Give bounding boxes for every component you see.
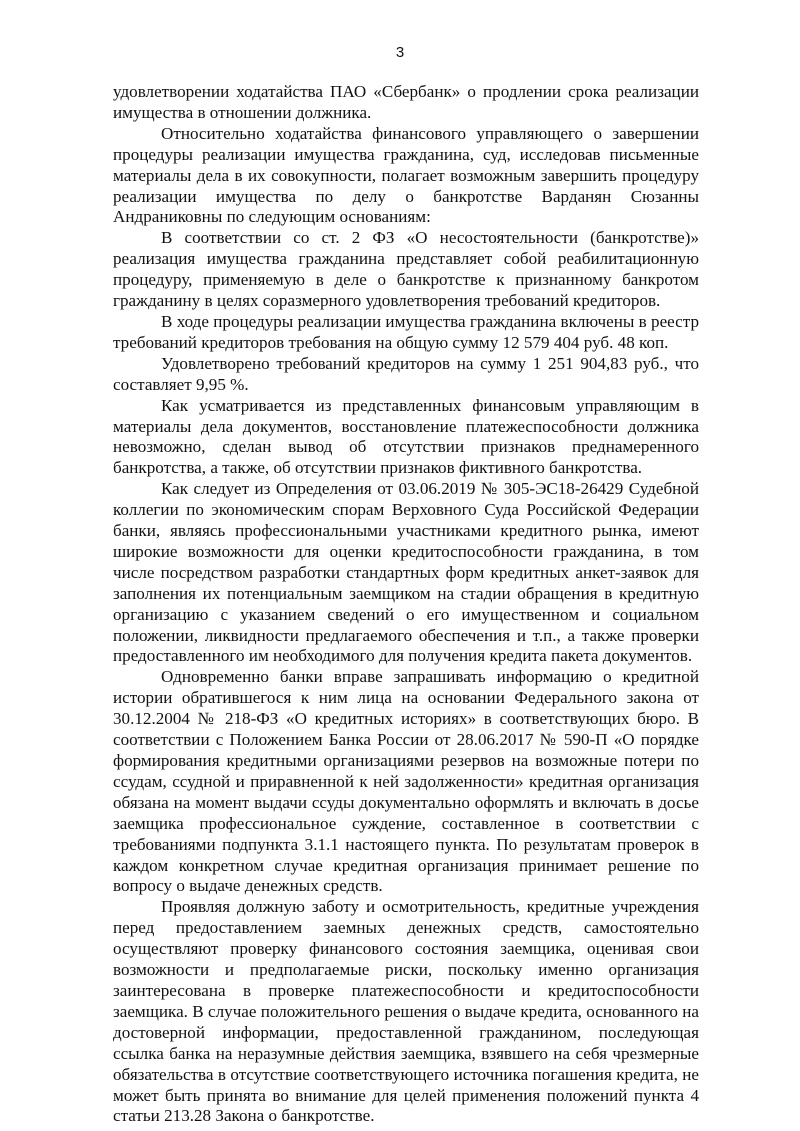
paragraph-completion-motion: Относительно ходатайства финансового управляющего о завершении процедуры реализации имущества гражданина, суд, исследовав письменные материалы дела в их совокупности, полагает возможным завершить процедуру реализации имущества по делу о банкротстве Варданян Сюзанны Андраниковны по следующим основаниям: xyxy=(113,123,699,227)
paragraph-supreme-court-ruling: Как следует из Определения от 03.06.2019 № 305-ЭС18-26429 Судебной коллегии по экономическим спорам Верховного Суда Российской Федерации банки, являясь профессиональными участниками кредитного рынка, имеют широкие возможности для оценки кредитоспособности гражданина, в том числе посредством разработки стандартных форм кредитных анкет-заявок для заполнения их потенциальным заемщиком на стадии обращения в кредитную организацию с указанием сведений о его имущественном и социальном положении, ликвидности предлагаемого обеспечения и т.п., а также проверки предоставленного им необходимого для получения кредита пакета документов. xyxy=(113,479,699,666)
page-number: 3 xyxy=(395,44,405,61)
paragraph-legal-basis: В соответствии со ст. 2 ФЗ «О несостоятельности (банкротстве)» реализация имущества гражданина представляет собой реабилитационную процедуру, применяемую в деле о банкротстве к признанному банкротом гражданину в целях соразмерного удовлетворения требований кредиторов. xyxy=(113,228,699,311)
document-body xyxy=(113,82,699,1127)
paragraph-solvency-conclusion: Как усматривается из представленных финансовым управляющим в материалы дела документов, восстановление платежеспособности должника невозможно, сделан вывод об отсутствии признаков преднамеренного банкротства, а также, об отсутствии признаков фиктивного банкротства. xyxy=(113,395,699,478)
paragraph-creditor-claims: В ходе процедуры реализации имущества гражданина включены в реестр требований кредиторов требования на общую сумму 12 579 404 руб. 48 коп. xyxy=(113,311,699,352)
paragraph-claims-satisfied: Удовлетворено требований кредиторов на сумму 1 251 904,83 руб., что составляет 9,95 %. xyxy=(113,353,699,394)
paragraph-continuation: удовлетворении ходатайства ПАО «Сбербанк» о продлении срока реализации имущества в отношении должника. xyxy=(113,82,699,122)
paragraph-due-diligence: Проявляя должную заботу и осмотрительность, кредитные учреждения перед предоставлением заемных денежных средств, самостоятельно осуществляют проверку финансового состояния заемщика, оценивая свои возможности и предполагаемые риски, поскольку именно организация заинтересована в проверке платежеспособности и кредитоспособности заемщика. В случае положительного решения о выдаче кредита, основанного на достоверной информации, предоставленной гражданином, последующая ссылка банка на неразумные действия заемщика, взявшего на себя чрезмерные обязательства в отсутствие соответствующего источника погашения кредита, не может быть принята во внимание для целей применения положений пункта 4 статьи 213.28 Закона о банкротстве. xyxy=(113,897,699,1126)
paragraph-credit-history: Одновременно банки вправе запрашивать информацию о кредитной истории обратившегося к ним лица на основании Федерального закона от 30.12.2004 № 218-ФЗ «О кредитных историях» в соответствующих бюро. В соответствии с Положением Банка России от 28.06.2017 № 590-П «О порядке формирования кредитными организациями резервов на возможные потери по ссудам, ссудной и приравненной к ней задолженности» кредитная организация обязана на момент выдачи ссуды документально оформлять и включать в досье заемщика профессиональное суждение, составленное в соответствии с требованиями подпункта 3.1.1 настоящего пункта. По результатам проверок в каждом конкретном случае кредитная организация принимает решение по вопросу о выдаче денежных средств. xyxy=(113,667,699,896)
